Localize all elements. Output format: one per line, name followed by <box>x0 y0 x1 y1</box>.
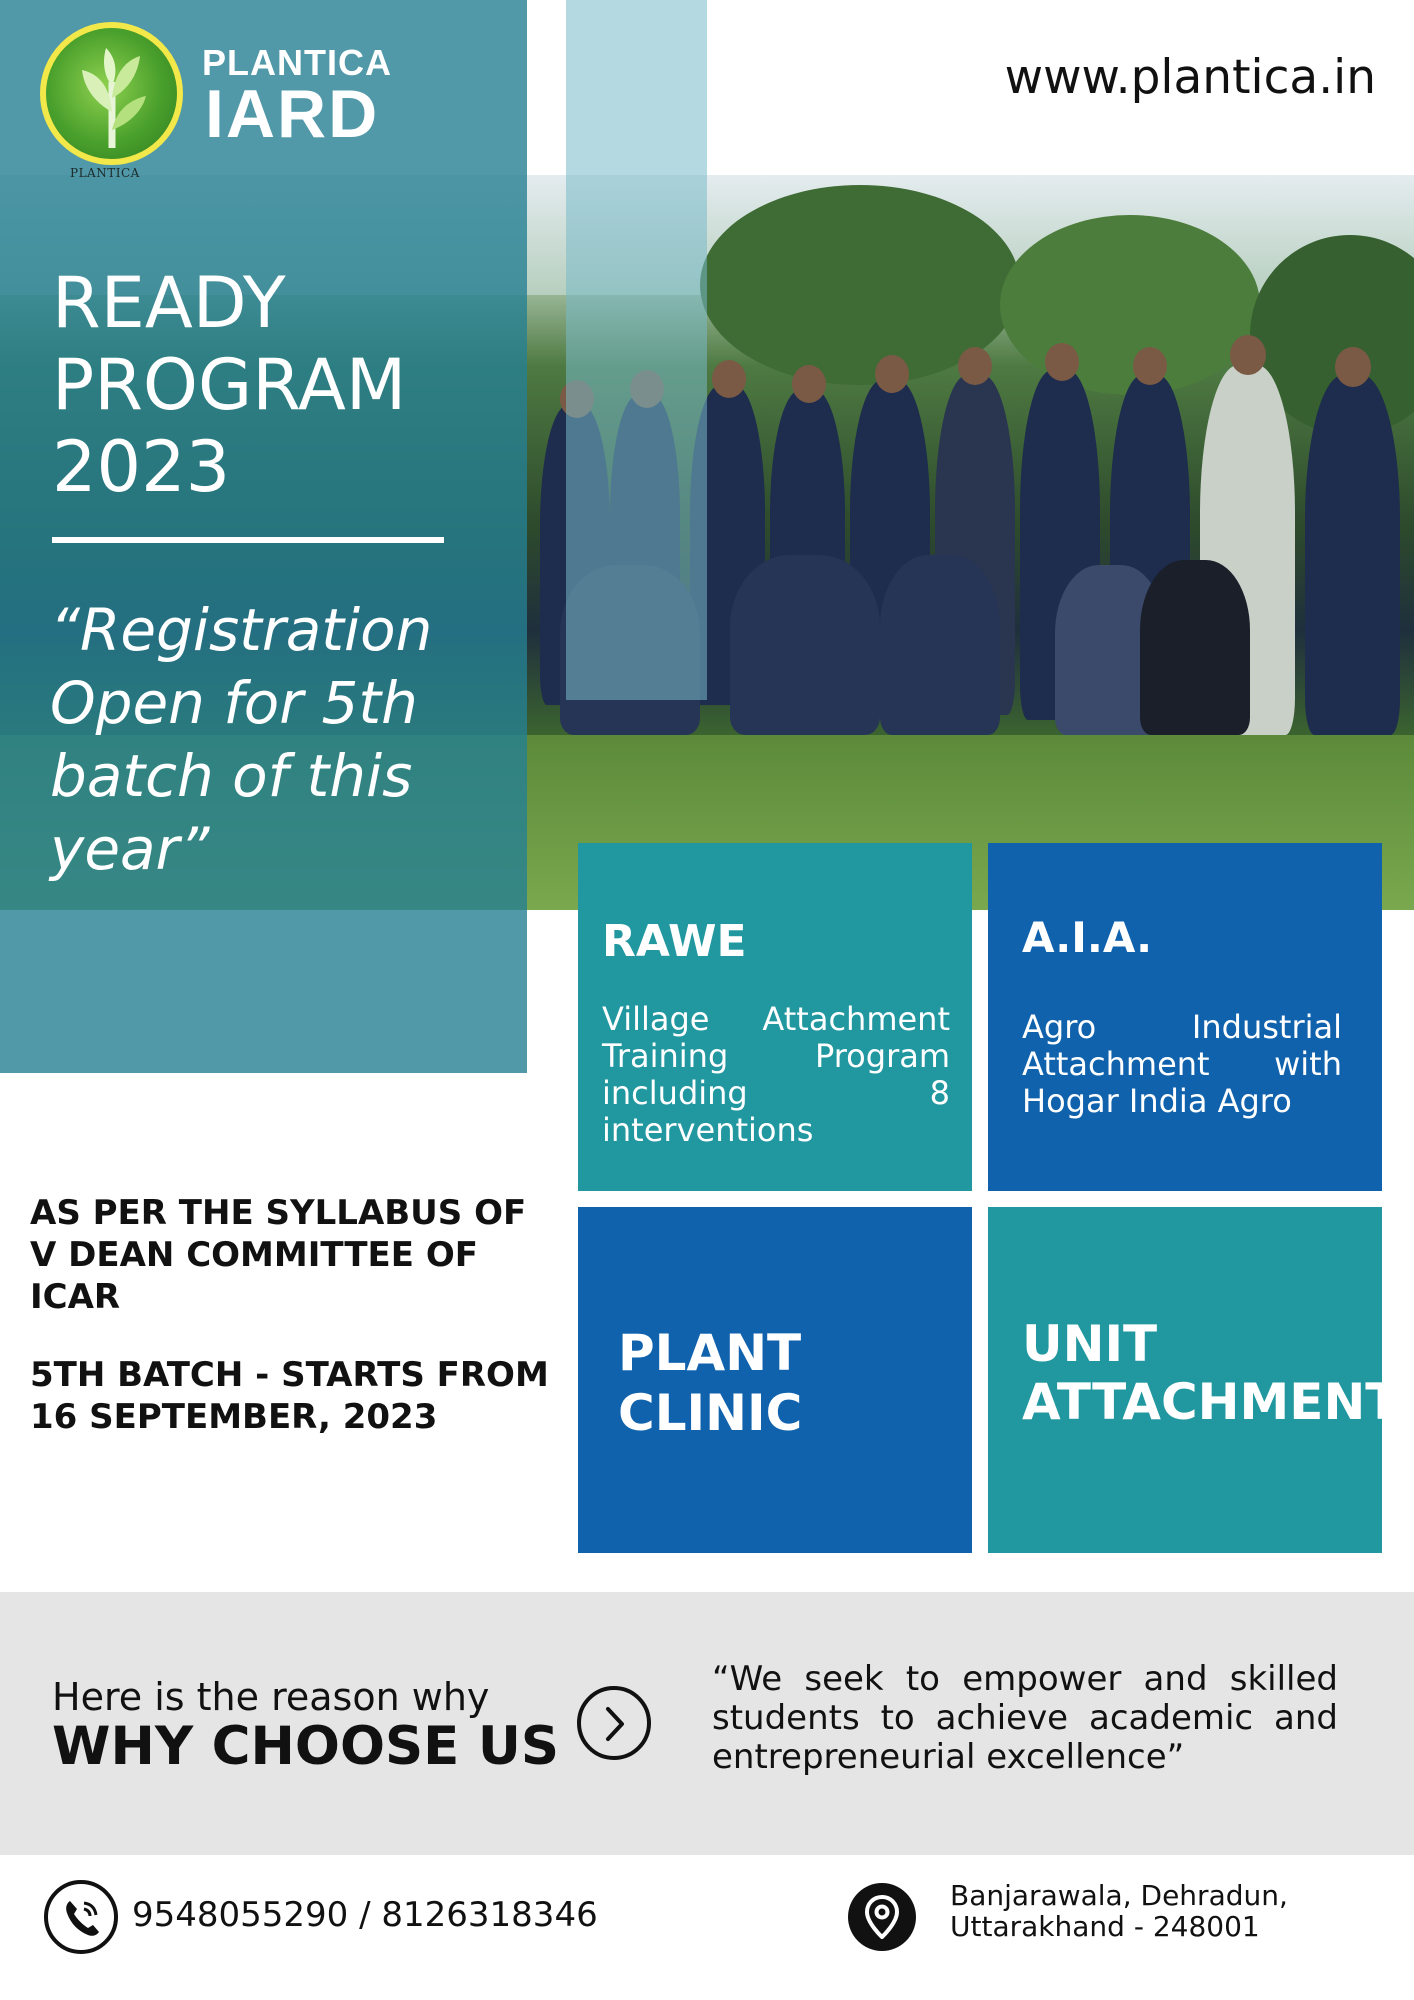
location-marker <box>848 1883 916 1951</box>
brand-name-bottom: IARD <box>205 76 380 152</box>
batch-start-note: 5TH BATCH - STARTS FROM 16 SEPTEMBER, 2023 <box>30 1355 549 1437</box>
photo-head <box>1335 347 1371 387</box>
photo-tree <box>1000 215 1260 395</box>
address-line1: Banjarawala, Dehradun, <box>950 1879 1288 1912</box>
tile-unit-attachment <box>988 1207 1400 1553</box>
teal-strip-overlay <box>566 0 707 700</box>
logo-plant-icon <box>64 42 160 152</box>
tile-rawe <box>578 843 972 1191</box>
next-button[interactable] <box>577 1686 651 1760</box>
photo-person <box>730 555 880 735</box>
arrow-right-icon <box>598 1705 632 1743</box>
phone-button[interactable] <box>44 1880 118 1954</box>
photo-head <box>958 347 992 385</box>
why-lead-text: Here is the reason why <box>52 1675 490 1719</box>
logo-caption: PLANTICA <box>70 166 140 180</box>
photo-person <box>880 555 1000 735</box>
tile-unit-attachment-title: UNIT ATTACHMENT <box>1022 1315 1400 1431</box>
photo-head <box>875 355 909 393</box>
tile-plant-clinic <box>578 1207 972 1553</box>
address-line2: Uttarakhand - 248001 <box>950 1910 1260 1943</box>
photo-head <box>712 360 746 398</box>
tile-plant-clinic-title: PLANT CLINIC <box>618 1324 803 1442</box>
brand-name-top: PLANTICA <box>202 42 392 83</box>
registration-quote: “Registration Open for 5th batch of this year” <box>50 596 433 883</box>
header-gap <box>527 0 566 175</box>
tile-aia-title: A.I.A. <box>1022 913 1153 962</box>
phone-icon <box>62 1897 102 1939</box>
tile-aia-text: Agro Industrial Attachment with Hogar India Agro <box>1022 1008 1342 1120</box>
photo-person <box>1140 560 1250 735</box>
headline-divider <box>52 537 444 543</box>
headline-line2: PROGRAM <box>52 344 407 426</box>
photo-head <box>1230 335 1266 375</box>
phone-numbers[interactable]: 9548055290 / 8126318346 <box>132 1895 598 1935</box>
logo <box>40 22 183 165</box>
headline-line3: 2023 <box>52 426 231 508</box>
tile-aia <box>988 843 1382 1191</box>
syllabus-note: AS PER THE SYLLABUS OF V DEAN COMMITTEE OF ICAR <box>30 1193 527 1317</box>
headline-line1: READY <box>52 262 286 344</box>
photo-head <box>1133 347 1167 385</box>
photo-head <box>792 365 826 403</box>
tile-rawe-title: RAWE <box>602 916 747 967</box>
why-choose-heading: WHY CHOOSE US <box>52 1716 560 1777</box>
program-headline <box>52 262 492 508</box>
address <box>950 1880 1288 1942</box>
photo-head <box>1045 343 1079 381</box>
tile-rawe-text: Village Attachment Training Program including 8 interventions <box>602 1000 950 1149</box>
website-link[interactable]: www.plantica.in <box>1004 50 1376 105</box>
photo-person <box>1305 375 1400 735</box>
location-pin-icon <box>865 1895 899 1939</box>
mission-statement: “We seek to empower and skilled students to achieve academic and entrepreneurial excellence” <box>712 1659 1338 1777</box>
